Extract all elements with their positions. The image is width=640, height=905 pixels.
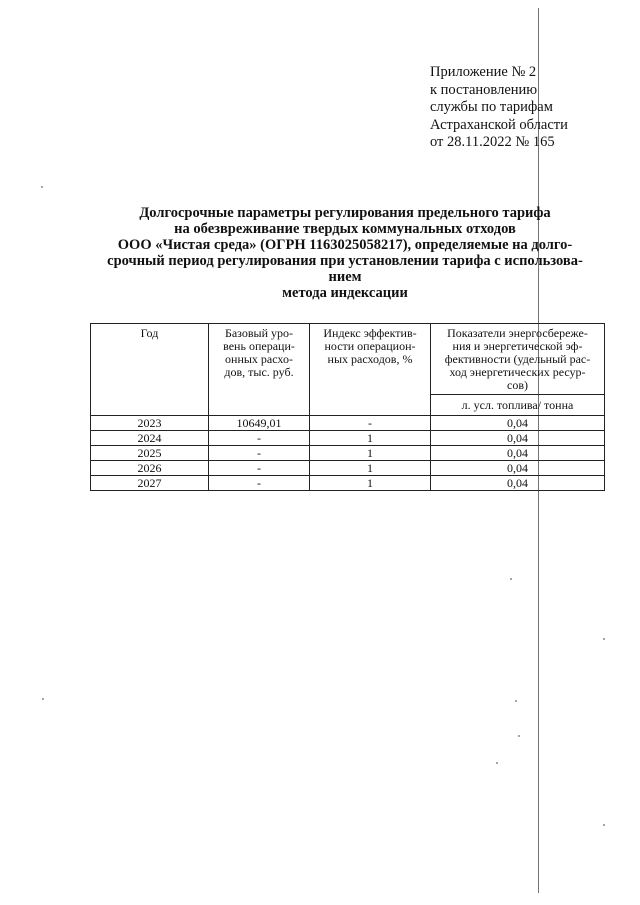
cell-year: 2023	[91, 416, 209, 431]
header-energy-text: Показатели энергосбереже- ния и энергетической эф- фективности (удельный рас- ход энергетических ресур- сов)	[444, 326, 591, 392]
title-line: метода индексации	[282, 285, 408, 301]
appendix-line: службы по тарифам	[430, 99, 553, 115]
table-row	[91, 461, 605, 476]
cell-year: 2025	[91, 446, 209, 461]
appendix-line: к постановлению	[430, 81, 538, 98]
header-energy-unit	[431, 395, 605, 416]
header-efficiency-index	[310, 324, 431, 416]
table-row	[91, 416, 605, 431]
cell-base-level: -	[209, 446, 310, 461]
cell-energy-value: 0,04	[431, 416, 605, 431]
parameters-table	[90, 323, 605, 491]
scan-speck	[496, 762, 498, 764]
cell-base-level: -	[209, 476, 310, 491]
cell-base-level: 10649,01	[209, 416, 310, 431]
cell-year: 2027	[91, 476, 209, 491]
table-row	[91, 446, 605, 461]
cell-base-level: -	[209, 461, 310, 476]
cell-energy-value: 0,04	[431, 431, 605, 446]
appendix-line: Астраханской области	[430, 116, 568, 133]
cell-energy-value: 0,04	[431, 461, 605, 476]
title-line: ООО «Чистая среда» (ОГРН 1163025058217), определяемые на долго-	[117, 237, 573, 253]
scan-speck	[41, 186, 43, 188]
header-energy-indicators	[431, 324, 605, 395]
scan-speck	[518, 735, 520, 737]
title-line: на обезвреживание твердых коммунальных отходов	[174, 221, 516, 237]
appendix-line: Приложение № 2	[430, 64, 537, 80]
cell-efficiency-index: 1	[310, 476, 431, 491]
cell-year: 2024	[91, 431, 209, 446]
scan-speck	[510, 578, 512, 580]
cell-efficiency-index: 1	[310, 446, 431, 461]
table-body	[91, 416, 605, 491]
scan-speck	[42, 698, 44, 700]
document-title	[70, 205, 620, 301]
title-line: Долгосрочные параметры регулирования предельного тарифа	[139, 205, 551, 221]
appendix-reference	[430, 64, 620, 152]
header-year-label: Год	[140, 326, 159, 340]
cell-energy-value: 0,04	[431, 446, 605, 461]
cell-energy-value: 0,04	[431, 476, 605, 491]
appendix-line: от 28.11.2022 № 165	[430, 134, 555, 150]
energy-unit-label: л. усл. топлива/ тонна	[461, 397, 574, 412]
header-base-text: Базовый уро- вень операци- онных расхо- дов, тыс. руб.	[223, 326, 295, 379]
cell-year: 2026	[91, 461, 209, 476]
header-base-level	[209, 324, 310, 416]
cell-efficiency-index: -	[310, 416, 431, 431]
table-row	[91, 476, 605, 491]
title-line: нием	[328, 269, 362, 285]
scan-speck	[603, 638, 605, 640]
header-year	[91, 324, 209, 416]
cell-efficiency-index: 1	[310, 431, 431, 446]
scan-speck	[603, 824, 605, 826]
table-row	[91, 431, 605, 446]
title-line: срочный период регулирования при установлении тарифа с использова-	[107, 253, 583, 269]
cell-base-level: -	[209, 431, 310, 446]
scan-speck	[515, 700, 517, 702]
header-index-text: Индекс эффектив- ности операцион- ных расходов, %	[323, 326, 417, 366]
cell-efficiency-index: 1	[310, 461, 431, 476]
